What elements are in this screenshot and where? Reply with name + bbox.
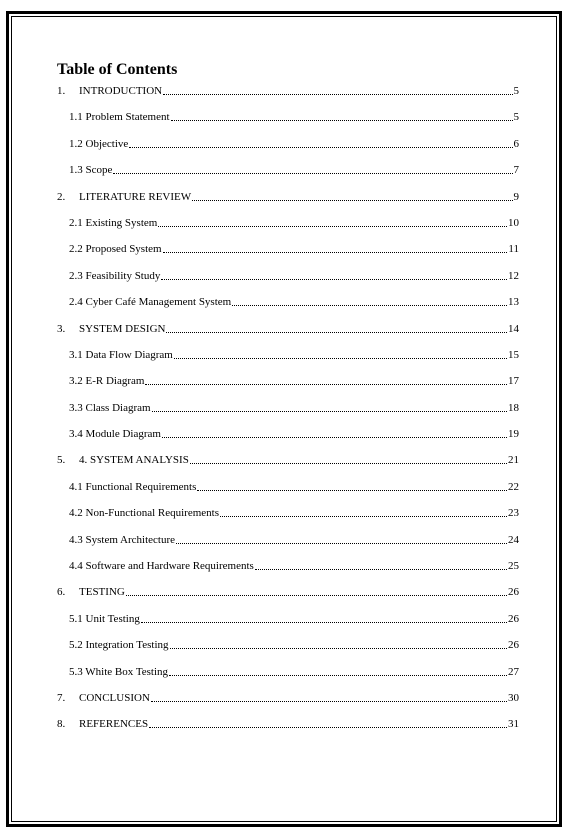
toc-entry-page-number: 25 — [508, 560, 519, 573]
toc-entry[interactable] — [57, 441, 519, 467]
toc-entry[interactable] — [57, 573, 519, 599]
toc-dot-leader — [255, 568, 507, 570]
toc-entry[interactable] — [57, 520, 519, 546]
toc-dot-leader — [197, 489, 507, 491]
toc-dot-leader — [232, 304, 507, 306]
toc-entry[interactable] — [57, 230, 519, 256]
toc-entry[interactable] — [57, 626, 519, 652]
toc-entry-label: 4.3 System Architecture — [69, 533, 176, 546]
toc-entry[interactable] — [57, 599, 519, 625]
toc-dot-leader — [161, 278, 507, 280]
toc-entry-page-number: 19 — [508, 428, 519, 441]
toc-dot-leader — [158, 225, 507, 227]
toc-entry[interactable] — [57, 98, 519, 124]
toc-dot-leader — [190, 462, 507, 464]
toc-dot-leader — [174, 357, 507, 359]
toc-entry-page-number: 26 — [508, 586, 519, 599]
toc-entry-number: 8. — [57, 718, 66, 731]
toc-entry-number: 5. — [57, 454, 66, 467]
toc-entry-page-number: 5 — [513, 111, 519, 124]
toc-dot-leader — [149, 726, 507, 728]
toc-entry-page-number: 14 — [508, 322, 519, 335]
toc-entry-page-number: 10 — [508, 216, 519, 229]
toc-entry-label: 4.2 Non-Functional Requirements — [69, 507, 220, 520]
toc-dot-leader — [145, 383, 507, 385]
toc-entry-page-number: 9 — [513, 190, 519, 203]
toc-entry-page-number: 17 — [508, 375, 519, 388]
toc-entry-label: 3.1 Data Flow Diagram — [69, 348, 173, 361]
toc-entry-number: 2. — [57, 190, 66, 203]
toc-entry[interactable] — [57, 283, 519, 309]
toc-entry-page-number: 24 — [508, 533, 519, 546]
toc-entry-label: TESTING — [79, 586, 125, 599]
toc-dot-leader — [151, 700, 507, 702]
toc-entry-page-number: 15 — [508, 348, 519, 361]
toc-entry-label: INTRODUCTION — [79, 85, 163, 97]
toc-dot-leader — [163, 93, 512, 95]
toc-entry-label: 4.4 Software and Hardware Requirements — [69, 560, 254, 573]
toc-entry-number: 1. — [57, 85, 66, 97]
toc-dot-leader — [192, 199, 512, 201]
toc-entry-page-number: 6 — [513, 137, 519, 150]
toc-entry[interactable] — [57, 362, 519, 388]
toc-dot-leader — [171, 119, 513, 121]
toc-entry[interactable] — [57, 256, 519, 282]
toc-entry-page-number: 23 — [508, 507, 519, 520]
toc-dot-leader — [166, 331, 507, 333]
toc-entry-label: 1.3 Scope — [69, 164, 113, 177]
toc-entry-label: 3.4 Module Diagram — [69, 428, 161, 441]
toc-entry-number: 7. — [57, 691, 66, 704]
toc-entry-page-number: 30 — [508, 691, 519, 704]
toc-entry-label: 2.3 Feasibility Study — [69, 269, 161, 282]
toc-entry-page-number: 13 — [508, 296, 519, 309]
toc-entry-label: 2.2 Proposed System — [69, 243, 162, 256]
toc-entry[interactable] — [57, 494, 519, 520]
toc-dot-leader — [163, 251, 508, 253]
toc-dot-leader — [129, 146, 512, 148]
toc-entry-label: 1.1 Problem Statement — [69, 111, 170, 124]
toc-list — [57, 81, 519, 731]
toc-entry-label: 5.3 White Box Testing — [69, 665, 169, 678]
toc-dot-leader — [141, 621, 507, 623]
toc-entry-label: 4. SYSTEM ANALYSIS — [79, 454, 189, 467]
toc-entry[interactable] — [57, 547, 519, 573]
toc-dot-leader — [113, 172, 512, 174]
toc-entry-label: 1.2 Objective — [69, 137, 129, 150]
toc-entry-label: 2.1 Existing System — [69, 216, 158, 229]
toc-entry[interactable] — [57, 336, 519, 362]
toc-entry-label: 3.3 Class Diagram — [69, 401, 151, 414]
toc-entry[interactable] — [57, 388, 519, 414]
toc-entry-label: 5.1 Unit Testing — [69, 612, 140, 625]
toc-entry-page-number: 26 — [508, 639, 519, 652]
toc-entry-number: 3. — [57, 322, 66, 335]
toc-entry-page-number: 27 — [508, 665, 519, 678]
toc-entry[interactable] — [57, 415, 519, 441]
toc-dot-leader — [162, 436, 507, 438]
toc-dot-leader — [220, 515, 507, 517]
toc-entry[interactable] — [57, 705, 519, 731]
toc-entry-page-number: 22 — [508, 480, 519, 493]
toc-entry-page-number: 18 — [508, 401, 519, 414]
toc-dot-leader — [126, 594, 507, 596]
toc-entry[interactable] — [57, 467, 519, 493]
toc-entry-page-number: 7 — [513, 164, 519, 177]
toc-entry-label: CONCLUSION — [79, 691, 150, 704]
toc-entry-label: 3.2 E-R Diagram — [69, 375, 145, 388]
toc-entry-label: SYSTEM DESIGN — [79, 322, 166, 335]
toc-entry[interactable] — [57, 309, 519, 335]
toc-dot-leader — [170, 647, 507, 649]
toc-entry[interactable] — [57, 679, 519, 705]
toc-entry-page-number: 31 — [508, 718, 519, 731]
toc-dot-leader — [169, 674, 507, 676]
toc-entry[interactable] — [57, 204, 519, 230]
toc-entry[interactable] — [57, 81, 519, 98]
toc-entry-label: 4.1 Functional Requirements — [69, 480, 197, 493]
toc-entry-label: LITERATURE REVIEW — [79, 190, 192, 203]
toc-entry-page-number: 5 — [513, 85, 519, 97]
toc-entry[interactable] — [57, 124, 519, 150]
toc-entry-label: 5.2 Integration Testing — [69, 639, 169, 652]
toc-dot-leader — [176, 542, 507, 544]
toc-entry-page-number: 21 — [508, 454, 519, 467]
toc-entry[interactable] — [57, 177, 519, 203]
toc-entry-number: 6. — [57, 586, 66, 599]
toc-entry-page-number: 26 — [508, 612, 519, 625]
toc-entry-label: REFERENCES — [79, 718, 149, 731]
toc-entry-page-number: 12 — [508, 269, 519, 282]
toc-entry[interactable] — [57, 151, 519, 177]
toc-entry-label: 2.4 Cyber Café Management System — [69, 296, 232, 309]
toc-title: Table of Contents — [57, 61, 178, 78]
toc-entry[interactable] — [57, 652, 519, 678]
toc-dot-leader — [152, 410, 507, 412]
toc-entry-page-number: 11 — [508, 243, 519, 256]
